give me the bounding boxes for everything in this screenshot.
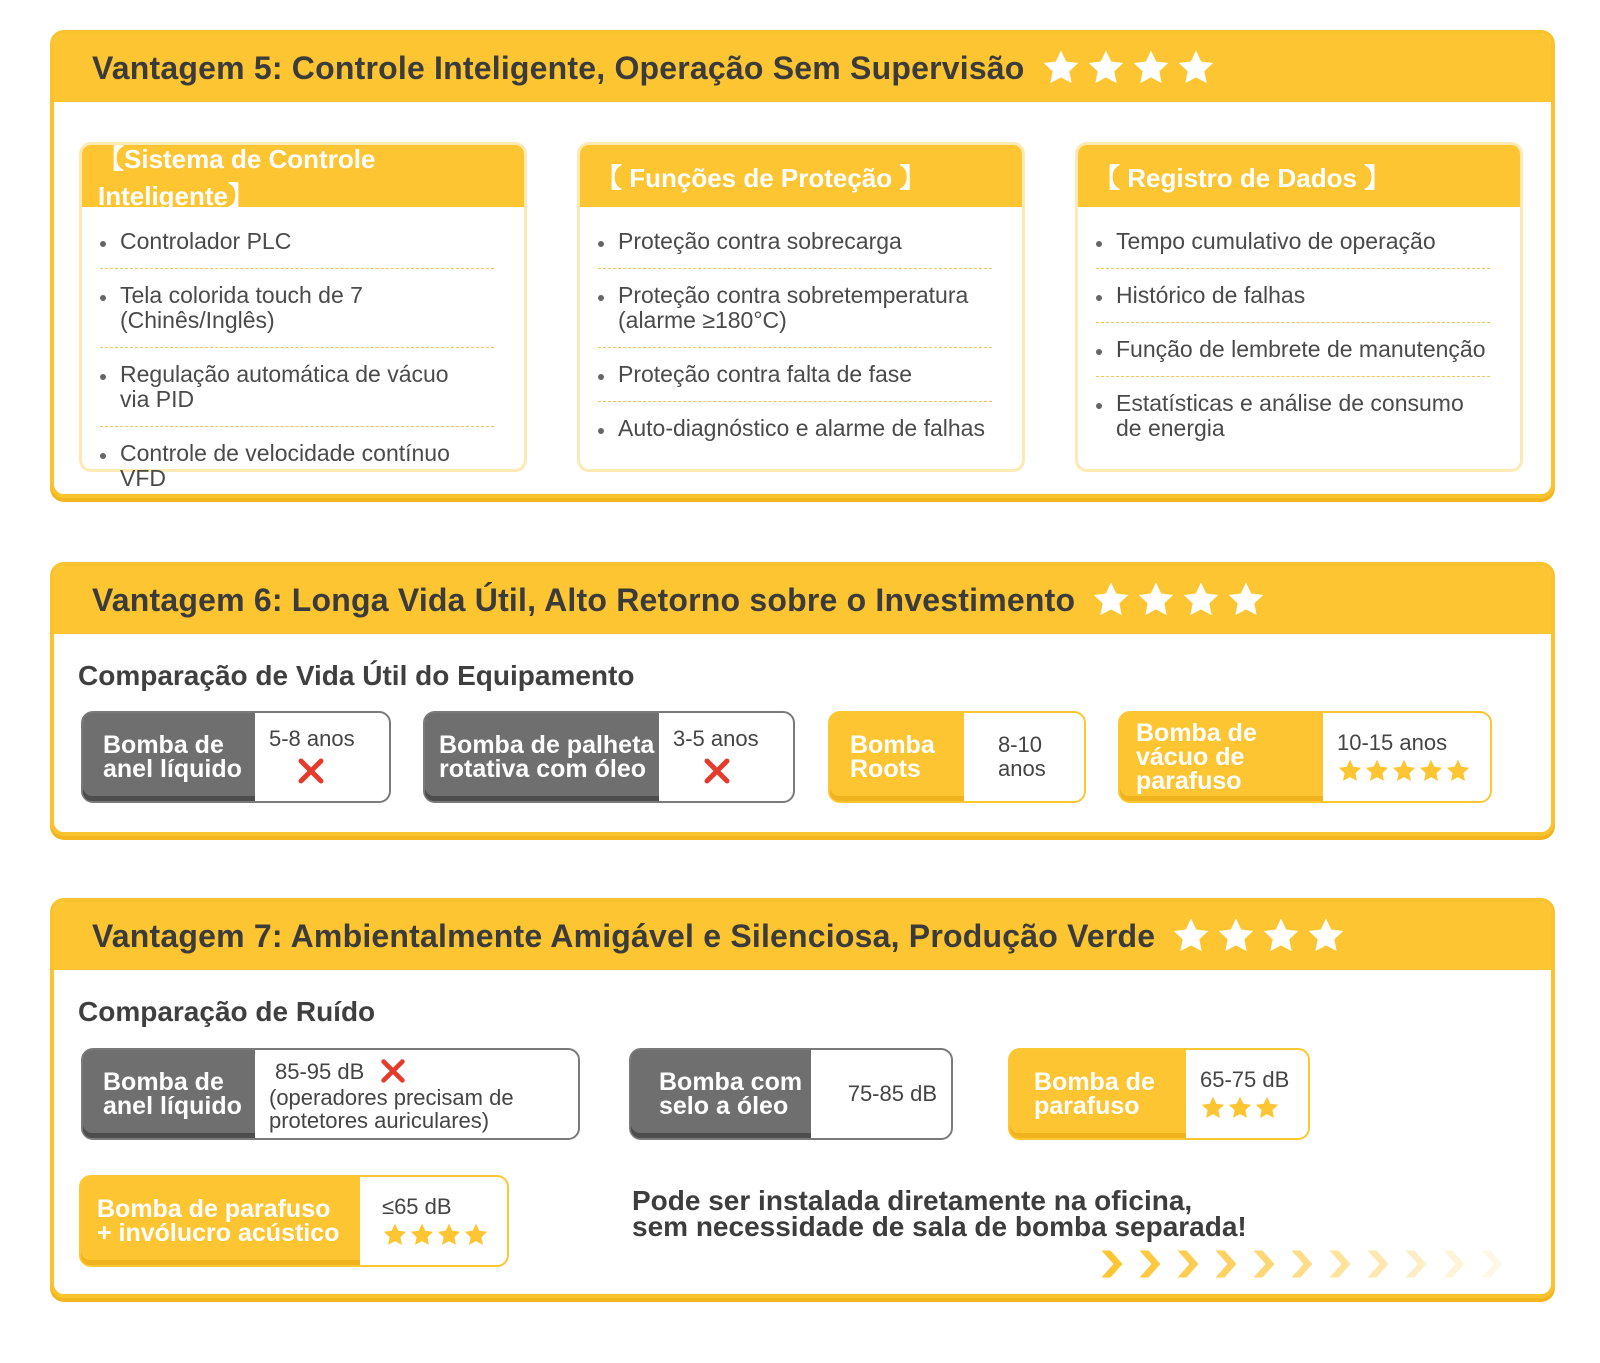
- star-icon: [1445, 758, 1471, 784]
- list-item: Tempo cumulativo de operação: [1096, 215, 1490, 269]
- list-item: Estatísticas e análise de consumo de energia: [1096, 377, 1490, 455]
- chevron-right-icon: [1094, 1246, 1130, 1282]
- star-icon: [382, 1222, 408, 1248]
- list-item: Auto-diagnóstico e alarme de falhas: [598, 402, 992, 455]
- advantage-6-title: Vantagem 6: Longa Vida Útil, Alto Retorno sobre o Investimento: [92, 581, 1076, 618]
- pump-label: Bomba de parafuso + invólucro acústico: [81, 1177, 360, 1265]
- star-icon: [463, 1222, 489, 1248]
- list-item: Proteção contra falta de fase: [598, 348, 992, 402]
- chevron-right-icon: [1284, 1246, 1320, 1282]
- pump-label: Bomba com selo a óleo: [631, 1050, 811, 1138]
- advantage-7-title: Vantagem 7: Ambientalmente Amigável e Silenciosa, Produção Verde: [92, 917, 1156, 954]
- data-logging-column: [1075, 142, 1523, 472]
- noise-liquid-ring: [81, 1048, 580, 1140]
- pump-label: Bomba de anel líquido: [83, 713, 255, 801]
- lifespan-value: 8-10 anos: [998, 732, 1046, 781]
- star-icon: [1171, 916, 1211, 956]
- noise-value: 65-75 dB: [1200, 1066, 1290, 1092]
- installation-note: [632, 1185, 1247, 1242]
- noise-subtitle: Comparação de Ruído: [78, 996, 376, 1027]
- lifespan-subtitle: Comparação de Vida Útil do Equipamento: [78, 660, 635, 691]
- protection-functions-column: [577, 142, 1025, 472]
- chevron-right-icon: [1208, 1246, 1244, 1282]
- advantage-6-stars: [1091, 580, 1271, 620]
- rating-stars: [382, 1222, 507, 1248]
- chevron-right-icon: [1360, 1246, 1396, 1282]
- rating-stars: [1200, 1095, 1308, 1121]
- star-icon: [1254, 1095, 1280, 1121]
- star-icon: [409, 1222, 435, 1248]
- star-icon: [1226, 580, 1266, 620]
- installation-note-line2: sem necessidade de sala de bomba separada!: [632, 1211, 1247, 1242]
- list-item: Tela colorida touch de 7 (Chinês/Inglês): [100, 269, 494, 348]
- star-icon: [1337, 758, 1363, 784]
- star-icon: [436, 1222, 462, 1248]
- cross-icon: [295, 755, 327, 787]
- rating-stars: [1337, 758, 1490, 784]
- star-icon: [1418, 758, 1444, 784]
- star-icon: [1176, 48, 1216, 88]
- chevron-right-icon: [1132, 1246, 1168, 1282]
- chevron-arrows-decoration: [1094, 1246, 1512, 1282]
- chevron-right-icon: [1436, 1246, 1472, 1282]
- noise-value: 85-95 dB: [275, 1058, 365, 1084]
- advantage-5-card: [50, 30, 1555, 498]
- list-item: Controle de velocidade contínuo VFD: [100, 427, 494, 505]
- star-icon: [1131, 48, 1171, 88]
- star-icon: [1261, 916, 1301, 956]
- star-icon: [1200, 1095, 1226, 1121]
- pump-label: Bomba de palheta rotativa com óleo: [425, 713, 659, 801]
- advantage-6-card: [50, 562, 1555, 836]
- column-title: 【 Registro de Dados 】: [1078, 145, 1520, 207]
- list-item: Proteção contra sobrecarga: [598, 215, 992, 269]
- noise-value: ≤65 dB: [382, 1193, 452, 1219]
- star-icon: [1041, 48, 1081, 88]
- star-icon: [1306, 916, 1346, 956]
- star-icon: [1391, 758, 1417, 784]
- advantage-7-stars: [1171, 916, 1351, 956]
- chevron-right-icon: [1398, 1246, 1434, 1282]
- noise-screw-acoustic: [79, 1175, 509, 1267]
- advantage-6-header: [54, 566, 1551, 634]
- chevron-right-icon: [1474, 1246, 1510, 1282]
- cross-icon: [701, 755, 733, 787]
- pump-label: Bomba de anel líquido: [83, 1050, 255, 1138]
- lifespan-value: 3-5 anos: [673, 726, 759, 751]
- pump-label: Bomba Roots: [830, 713, 964, 801]
- star-icon: [1136, 580, 1176, 620]
- advantage-5-title: Vantagem 5: Controle Inteligente, Operação Sem Supervisão: [92, 49, 1025, 86]
- list-item: Regulação automática de vácuo via PID: [100, 348, 494, 427]
- lifespan-value: 10-15 anos: [1337, 729, 1448, 755]
- star-icon: [1091, 580, 1131, 620]
- lifespan-liquid-ring: [81, 711, 391, 803]
- chevron-right-icon: [1170, 1246, 1206, 1282]
- star-icon: [1181, 580, 1221, 620]
- cross-icon: [378, 1056, 408, 1086]
- lifespan-value: 5-8 anos: [269, 726, 355, 751]
- noise-oil-sealed: [629, 1048, 953, 1140]
- list-item: Controlador PLC: [100, 215, 494, 269]
- advantage-7-card: [50, 898, 1555, 1298]
- noise-value: 75-85 dB: [847, 1081, 937, 1106]
- advantage-5-header: [54, 34, 1551, 102]
- noise-screw: [1008, 1048, 1310, 1140]
- pump-label: Bomba de parafuso: [1010, 1050, 1186, 1138]
- installation-note-line1: Pode ser instalada diretamente na oficina,: [632, 1185, 1193, 1216]
- pump-label: Bomba de vácuo de parafuso: [1120, 713, 1323, 801]
- column-title: 【 Funções de Proteção 】: [580, 145, 1022, 207]
- column-title: 【Sistema de Controle Inteligente】: [82, 145, 524, 207]
- list-item: Histórico de falhas: [1096, 269, 1490, 323]
- noise-note: (operadores precisam de protetores auriculares): [269, 1085, 514, 1133]
- chevron-right-icon: [1246, 1246, 1282, 1282]
- lifespan-roots: [828, 711, 1086, 803]
- advantage-5-stars: [1041, 48, 1221, 88]
- chevron-right-icon: [1322, 1246, 1358, 1282]
- star-icon: [1086, 48, 1126, 88]
- star-icon: [1364, 758, 1390, 784]
- lifespan-screw: [1118, 711, 1492, 803]
- star-icon: [1227, 1095, 1253, 1121]
- control-system-column: [79, 142, 527, 491]
- advantage-7-header: [54, 902, 1551, 970]
- list-item: Função de lembrete de manutenção: [1096, 323, 1490, 377]
- lifespan-rotary-vane: [423, 711, 795, 803]
- star-icon: [1216, 916, 1256, 956]
- list-item: Proteção contra sobretemperatura (alarme ≥180°C): [598, 269, 992, 348]
